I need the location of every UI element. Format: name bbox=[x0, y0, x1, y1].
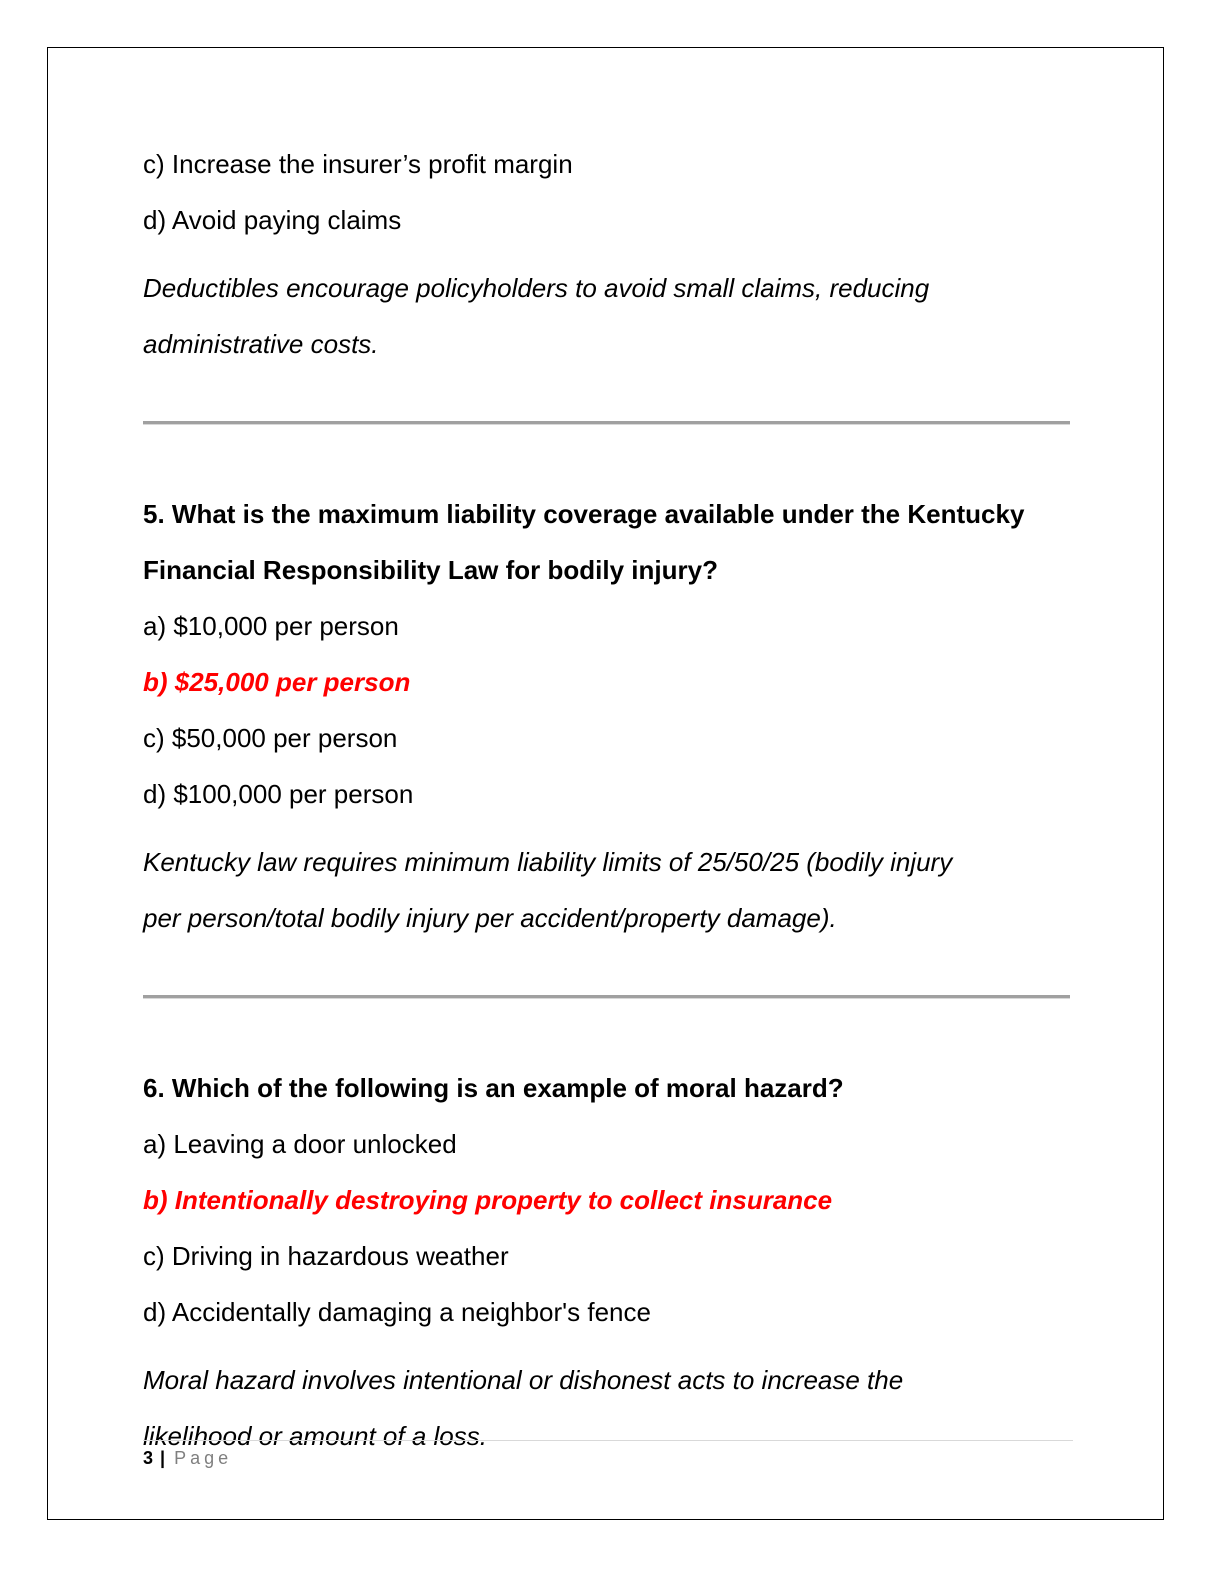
option-b-correct: b) Intentionally destroying property to collect insurance bbox=[143, 1185, 833, 1215]
explanation-line: Kentucky law requires minimum liability limits of 25/50/25 (bodily injury bbox=[143, 847, 953, 877]
section-divider bbox=[143, 946, 1073, 1060]
option-c: c) Increase the insurer’s profit margin bbox=[143, 149, 573, 179]
question-text: 6. Which of the following is an example of moral hazard? bbox=[143, 1073, 844, 1103]
explanation-line: likelihood or amount of a loss. bbox=[143, 1421, 487, 1451]
footer-separator: | bbox=[160, 1448, 166, 1468]
question-text: Financial Responsibility Law for bodily injury? bbox=[143, 555, 718, 585]
question-4-remainder bbox=[143, 136, 1073, 372]
option-a: a) Leaving a door unlocked bbox=[143, 1129, 457, 1159]
option-a: a) $10,000 per person bbox=[143, 611, 399, 641]
page-number: 3 bbox=[143, 1448, 154, 1468]
option-b-correct: b) $25,000 per person bbox=[143, 667, 411, 697]
page-label: Page bbox=[174, 1448, 233, 1468]
explanation-line: Moral hazard involves intentional or dishonest acts to increase the bbox=[143, 1365, 904, 1395]
question-text: 5. What is the maximum liability coverage available under the Kentucky bbox=[143, 499, 1025, 529]
explanation-line: administrative costs. bbox=[143, 329, 379, 359]
section-divider bbox=[143, 372, 1073, 486]
option-d: d) $100,000 per person bbox=[143, 779, 414, 809]
option-c: c) $50,000 per person bbox=[143, 723, 398, 753]
explanation-line: Deductibles encourage policyholders to avoid small claims, reducing bbox=[143, 273, 930, 303]
page-content bbox=[143, 136, 1073, 1464]
footer-rule bbox=[143, 1440, 1073, 1441]
question-6 bbox=[143, 1060, 1073, 1464]
page-footer bbox=[143, 1446, 232, 1470]
option-d: d) Accidentally damaging a neighbor's fence bbox=[143, 1297, 651, 1327]
question-5 bbox=[143, 486, 1073, 946]
option-d: d) Avoid paying claims bbox=[143, 205, 402, 235]
explanation-line: per person/total bodily injury per accident/property damage). bbox=[143, 903, 837, 933]
option-c: c) Driving in hazardous weather bbox=[143, 1241, 509, 1271]
